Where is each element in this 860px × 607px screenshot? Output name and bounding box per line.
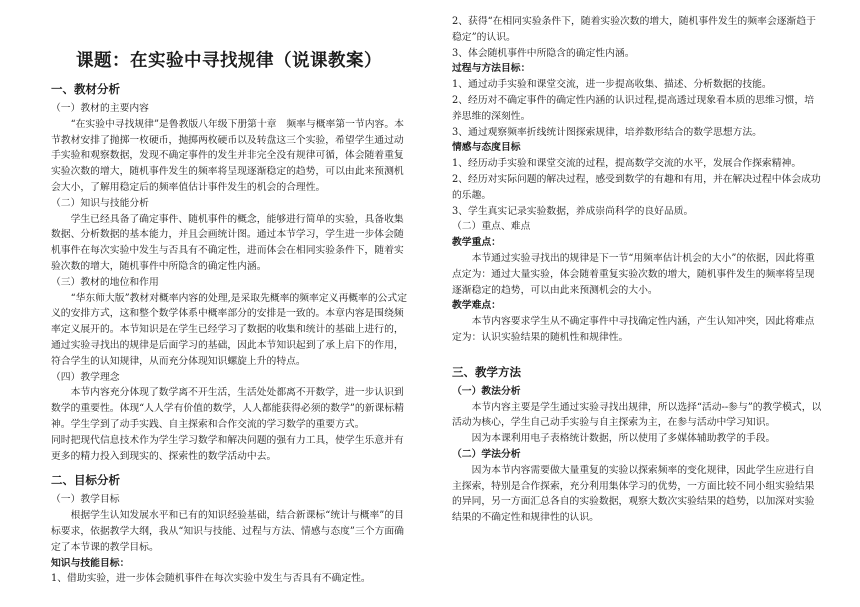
- subheading-key-difficult: （二）重点、难点: [452, 221, 531, 233]
- section-heading-goal-analysis: 二、目标分析: [51, 473, 120, 488]
- subheading-knowledge-skills: （二）知识与技能分析: [51, 197, 149, 209]
- page-title: 课题：在实验中寻找规律（说课教案）: [76, 51, 382, 71]
- paragraph-teaching-philosophy-2: 同时把现代信息技术作为学生学习数学和解决问题的强有力工具，使学生乐意并有更多的精力投入到现实的、探索性的数学活动中去。: [51, 434, 404, 462]
- heading-process-goals: 过程与方法目标：: [452, 63, 531, 75]
- paragraph-learning-method: 因为本节内容需要做大量重复的实验以探索频率的变化规律，因此学生应进行自主探索，特别是合作探索，充分利用集体学习的优势，一方面比较不同小组实验结果的异同，另一方面汇总各自的实验数据，观察大数次实验结果的趋势，以加深对实验结果的不确定性和规律性的认识。: [452, 464, 815, 524]
- knowledge-goal-1: 1、借助实验，进一步体会随机事件在每次实验中发生与否具有不确定性。: [51, 573, 371, 585]
- paragraph-teaching-method-1: 本节内容主要是学生通过实验寻找出规律，所以选择“活动--参与”的教学模式，以活动为核心，学生自己动手实验与自主探索为主，在参与活动中学习知识。: [452, 401, 822, 429]
- paragraph-teaching-method-2: 因为本课利用电子表格统计数据，所以使用了多媒体辅助教学的手段。: [471, 433, 776, 445]
- subheading-teaching-philosophy: （四）教学理念: [51, 371, 120, 383]
- emotion-goal-2: 2、经历对实际问题的解决过程，感受到数学的有趣和有用，并在解决过程中体会成功的乐趣。: [452, 173, 821, 201]
- paragraph-status-role: “华东师大版”教材对概率内容的处理,是采取先概率的频率定义再概率的公式定义的安排方式，这和整个数学体系中概率部分的安排是一致的。本章内容是围绕频率定义展开的。本节知识是在学生已经学习了数据的收集和统计的基础上进行的，通过实验寻找出的规律是后面学习的基础，因此本节知识起到了承上启下的作用，符合学生的认知规律，从而充分体现知识螺旋上升的特点。: [51, 292, 408, 367]
- heading-knowledge-goals: 知识与技能目标：: [51, 557, 130, 569]
- paragraph-main-content: “在实验中寻找规律”是鲁教版八年级下册第十章 频率与概率第一节内容。本节教材安排了抛掷一枚硬币，抛掷两枚硬币以及转盘这三个实验，希望学生通过动手实验和观察数据，发现不确定事件的发生并非完全没有规律可循，体会随着重复实验次数的增大，随机事件发生的频率将呈现逐渐稳定的趋势，可以由此来预测机会大小，了解用稳定后的频率值估计事件发生的机会的合理性。: [51, 118, 404, 193]
- emotion-goal-3: 3、学生真实记录实验数据，养成崇尚科学的良好品质。: [452, 205, 694, 217]
- knowledge-goal-2: 2、获得“在相同实验条件下，随着实验次数的增大，随机事件发生的频率会逐渐趋于稳定”的认识。: [452, 16, 816, 43]
- paragraph-key-point: 本节通过实验寻找出的规律是下一节“用频率估计机会的大小”的依据，因此将重点定为：通过大量实验，体会随着重复实验次数的增大，随机事件发生的频率将呈现逐渐稳定的趋势，可以由此来预测机会的大小。: [452, 252, 815, 296]
- paragraph-teaching-goals: 根据学生认知发展水平和已有的知识经验基础，结合新课标“统计与概率”的目标要求，依据教学大纲，我从“知识与技能、过程与方法、情感与态度”三个方面确定了本节课的教学目标。: [51, 510, 404, 553]
- paragraph-knowledge-skills: 学生已经具备了确定事件、随机事件的概念，能够进行简单的实验，具备收集数据、分析数据的基本能力，并且会画统计图。通过本节学习，学生进一步体会随机事件在每次实验中发生与否具有不确定性，进而体会在相同实验条件下，随着实验次数的增大，随机事件中所隐含的确定性内涵。: [51, 213, 404, 272]
- section-heading-material-analysis: 一、教材分析: [51, 82, 120, 96]
- subheading-teaching-goals: （一）教学目标: [51, 494, 120, 506]
- heading-teaching-method-analysis: （一）教法分析: [452, 385, 521, 397]
- heading-difficult-point: 教学难点：: [452, 300, 501, 312]
- subheading-main-content: （一）教材的主要内容: [51, 103, 149, 114]
- subheading-status-role: （三）教材的地位和作用: [51, 276, 159, 288]
- process-goal-1: 1、通过动手实验和课堂交流，进一步提高收集、描述、分析数据的技能。: [452, 79, 772, 91]
- paragraph-teaching-philosophy: 本节内容充分体现了数学离不开生活，生活处处都离不开数学，进一步认识到数学的重要性。体现“人人学有价值的数学，人人都能获得必须的数学”的新课标精神。学生学到了动手实践、自主探索和合作交流的学习数学的重要方式。: [51, 387, 404, 430]
- process-goal-3: 3、通过观察频率折线统计图探索规律，培养数形结合的数学思想方法。: [452, 126, 762, 138]
- process-goal-2: 2、经历对不确定事件的确定性内涵的认识过程,提高透过现象看本质的思维习惯，培养思维的深刻性。: [452, 94, 815, 122]
- paragraph-difficult-point: 本节内容要求学生从不确定事件中寻找确定性内涵，产生认知冲突，因此将难点定为：认识实验结果的随机性和规律性。: [452, 316, 815, 343]
- heading-emotion-goals: 情感与态度目标: [452, 142, 521, 154]
- knowledge-goal-3: 3、体会随机事件中所隐含的确定性内涵。: [452, 47, 635, 59]
- heading-key-point: 教学重点：: [452, 237, 501, 249]
- section-heading-teaching-methods: 三、教学方法: [452, 364, 521, 379]
- emotion-goal-1: 1、经历动手实验和课堂交流的过程，提高数学交流的水平，发展合作探索精神。: [452, 158, 802, 170]
- heading-learning-method-analysis: （二）学法分析: [452, 448, 521, 460]
